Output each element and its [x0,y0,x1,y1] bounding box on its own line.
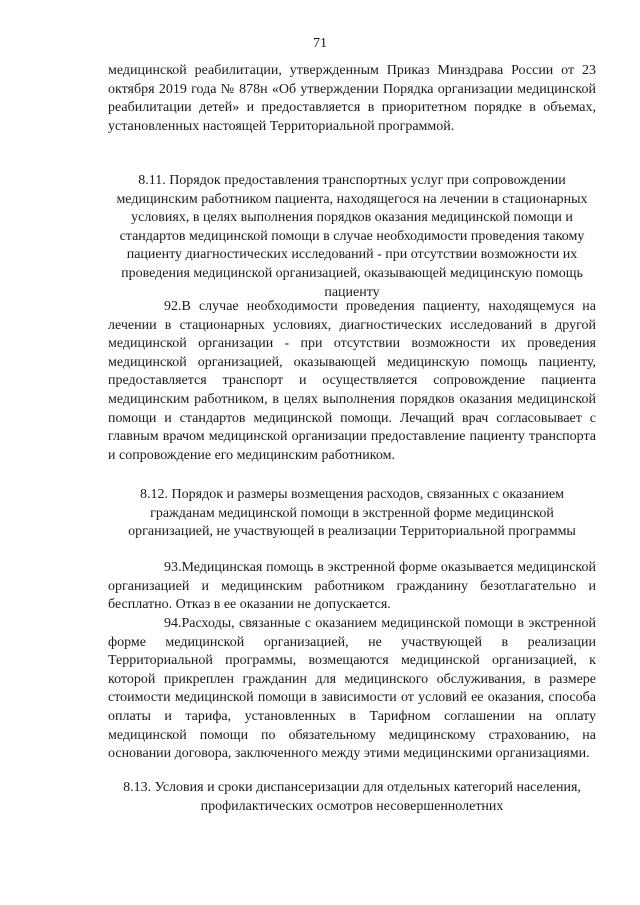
section-8-12-heading: 8.12. Порядок и размеры возмещения расходов, связанных с оказанием гражданам медицинской помощи в экстренной форме медицинской организацией, не участвующей в реализации Территориальной программы [128,487,576,540]
paragraph-93-number: 93. [164,560,182,575]
paragraph-92-number: 92. [164,299,182,314]
paragraph-94-number: 94. [164,616,182,631]
paragraph-92-text: В случае необходимости проведения пациенту, находящемуся на лечении в стационарных условиях, диагностических исследований в другой медицинской организации - при отсутствии возможности их проведения медицинской организацией, оказывающей медицинскую помощь пациенту, предоставляется транспорт и осуществляется сопровождение пациента медицинским работником, в целях выполнения порядков оказания медицинской помощи и стандартов медицинской помощи. Лечащий врач согласовывает с главным врачом медицинской организации предоставление пациенту транспорта и сопровождение его медицинским работником. [108,299,596,463]
paragraph-94-text: Расходы, связанные с оказанием медицинской помощи в экстренной форме медицинской организацией, не участвующей в реализации Территориальной программы, возмещаются медицинской организацией, к которой прикреплен гражданин для медицинского обслуживания, в размере стоимости медицинской помощи в зависимости от условий ее оказания, способа оплаты и тарифа, установленных в Тарифном соглашении на оплату медицинской помощи по обязательному медицинскому страхованию, на основании договора, заключенного между этими медицинскими организациями. [108,616,596,762]
paragraph-93 [108,559,596,615]
section-8-13-heading: 8.13. Условия и сроки диспансеризации для отдельных категорий населения, профилактических осмотров несовершеннолетних [123,780,581,814]
page-number: 71 [313,36,327,51]
intro-paragraph: медицинской реабилитации, утвержденным Приказ Минздрава России от 23 октября 2019 года № 878н «Об утверждении Порядка организации медицинской реабилитации детей» и предоставляется в приоритетном порядке в объемах, установленных настоящей Территориальной программой. [108,63,596,134]
section-8-11-heading: 8.11. Порядок предоставления транспортных услуг при сопровождении медицинским работником пациента, находящегося на лечении в стационарных условиях, в целях выполнения порядков оказания медицинской помощи и стандартов медицинской помощи в случае необходимости проведения такому пациенту диагностических исследований - при отсутствии возможности их проведения медицинской организацией, оказывающей медицинскую помощь пациенту [116,173,588,300]
paragraph-93-text: Медицинская помощь в экстренной форме оказывается медицинской организацией и медицинским работником гражданину безотлагательно и бесплатно. Отказ в ее оказании не допускается. [108,560,596,613]
paragraph-94 [108,615,596,764]
paragraph-92 [108,298,596,465]
